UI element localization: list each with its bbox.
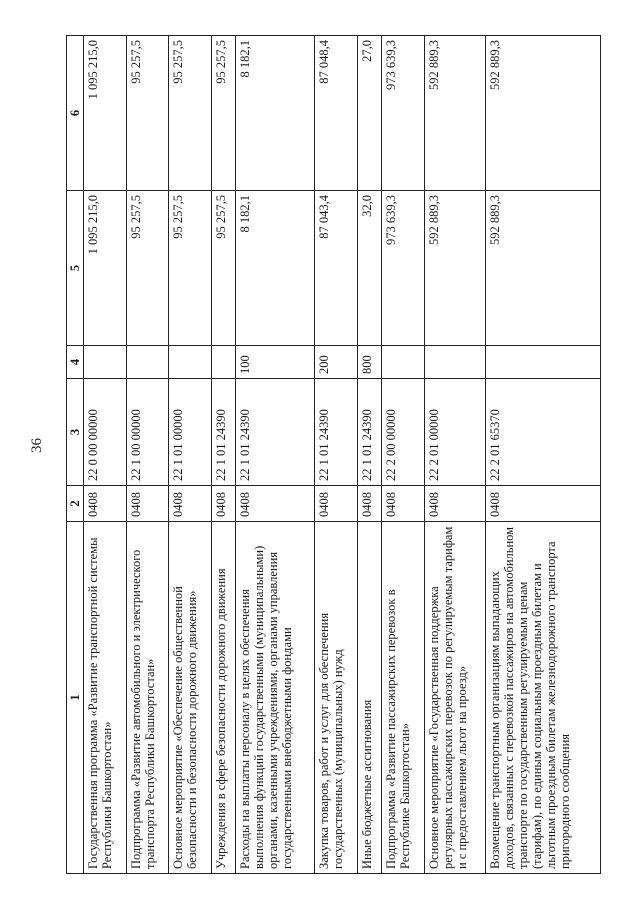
table-row <box>485 36 600 874</box>
row-name: Закупка товаров, работ и услуг для обеспечения государственных (муниципальных) нужд <box>315 522 358 874</box>
row-razdel: 0408 <box>211 486 236 522</box>
row-name: Подпрограмма «Развитие автомобильного и электрического транспорта Республики Башкортостан» <box>126 522 169 874</box>
row-vr <box>84 346 127 379</box>
row-sum-2: 87 048,4 <box>315 36 358 191</box>
row-sum-2: 95 257,5 <box>126 36 169 191</box>
row-vr <box>126 346 169 379</box>
row-vr: 800 <box>357 346 382 379</box>
row-csr: 22 0 00 00000 <box>84 379 127 486</box>
row-sum-2: 95 257,5 <box>169 36 212 191</box>
row-vr <box>485 346 600 379</box>
header-col-6: 6 <box>67 36 84 191</box>
row-sum-1: 87 043,4 <box>315 191 358 346</box>
row-csr: 22 1 01 24390 <box>211 379 236 486</box>
row-name: Основное мероприятие «Государственная поддержка регулярных пассажирских перевозок по регулируемым тарифам и с предоставлением льгот на проезд» <box>425 522 486 874</box>
row-sum-2: 973 639,3 <box>382 36 425 191</box>
table-row <box>236 36 315 874</box>
row-name: Иные бюджетные ассигнования <box>357 522 382 874</box>
page-number: 36 <box>29 438 45 453</box>
table-row <box>382 36 425 874</box>
header-col-1: 1 <box>67 522 84 874</box>
row-sum-2: 8 182,1 <box>236 36 315 191</box>
row-vr: 100 <box>236 346 315 379</box>
table-row <box>211 36 236 874</box>
row-sum-2: 27,0 <box>357 36 382 191</box>
row-csr: 22 2 01 00000 <box>425 379 486 486</box>
row-razdel: 0408 <box>485 486 600 522</box>
row-razdel: 0408 <box>425 486 486 522</box>
row-sum-1: 95 257,5 <box>211 191 236 346</box>
table-row <box>357 36 382 874</box>
row-sum-1: 8 182,1 <box>236 191 315 346</box>
row-name: Подпрограмма «Развитие пассажирских перевозок в Республике Башкортостан» <box>382 522 425 874</box>
row-csr: 22 2 00 00000 <box>382 379 425 486</box>
row-vr: 200 <box>315 346 358 379</box>
row-name: Возмещение транспортным организациям выпадающих доходов, связанных с перевозкой пассажиров на автомобильном транспорте по государственным регулируемым ценам (тарифам), по единым социальным проездным билетам и льготным проездным билетам железнодорожного транспорта пригородного сообщения <box>485 522 600 874</box>
row-razdel: 0408 <box>84 486 127 522</box>
row-vr <box>382 346 425 379</box>
header-col-3: 3 <box>67 379 84 486</box>
row-sum-1: 1 095 215,0 <box>84 191 127 346</box>
row-vr <box>169 346 212 379</box>
header-col-4: 4 <box>67 346 84 379</box>
row-name: Основное мероприятие «Обеспечение общественной безопасности и безопасности дорожного движения» <box>169 522 212 874</box>
row-vr <box>425 346 486 379</box>
row-sum-2: 592 889,3 <box>485 36 600 191</box>
row-razdel: 0408 <box>126 486 169 522</box>
table-row <box>126 36 169 874</box>
budget-table <box>66 35 601 874</box>
row-sum-1: 973 639,3 <box>382 191 425 346</box>
table-wrapper <box>66 36 601 874</box>
row-sum-1: 95 257,5 <box>126 191 169 346</box>
row-name: Государственная программа «Развитие транспортной системы Республики Башкортостан» <box>84 522 127 874</box>
row-csr: 22 2 01 65370 <box>485 379 600 486</box>
table-row <box>169 36 212 874</box>
row-name: Учреждения в сфере безопасности дорожного движения <box>211 522 236 874</box>
row-sum-1: 32,0 <box>357 191 382 346</box>
row-csr: 22 1 01 24390 <box>236 379 315 486</box>
row-csr: 22 1 01 00000 <box>169 379 212 486</box>
header-col-5: 5 <box>67 191 84 346</box>
row-sum-2: 95 257,5 <box>211 36 236 191</box>
row-razdel: 0408 <box>357 486 382 522</box>
header-row <box>67 36 84 874</box>
row-razdel: 0408 <box>315 486 358 522</box>
row-csr: 22 1 00 00000 <box>126 379 169 486</box>
row-vr <box>211 346 236 379</box>
header-col-2: 2 <box>67 486 84 522</box>
row-csr: 22 1 01 24390 <box>357 379 382 486</box>
row-sum-1: 592 889,3 <box>485 191 600 346</box>
row-sum-1: 95 257,5 <box>169 191 212 346</box>
row-sum-1: 592 889,3 <box>425 191 486 346</box>
table-row <box>425 36 486 874</box>
row-sum-2: 1 095 215,0 <box>84 36 127 191</box>
row-razdel: 0408 <box>236 486 315 522</box>
row-csr: 22 1 01 24390 <box>315 379 358 486</box>
table-row <box>315 36 358 874</box>
row-name: Расходы на выплаты персоналу в целях обеспечения выполнения функций государственными (муниципальными) органами, казенными учреждениями, органами управления государственными внебюджетными фондами <box>236 522 315 874</box>
table-row <box>84 36 127 874</box>
row-razdel: 0408 <box>169 486 212 522</box>
row-razdel: 0408 <box>382 486 425 522</box>
row-sum-2: 592 889,3 <box>425 36 486 191</box>
